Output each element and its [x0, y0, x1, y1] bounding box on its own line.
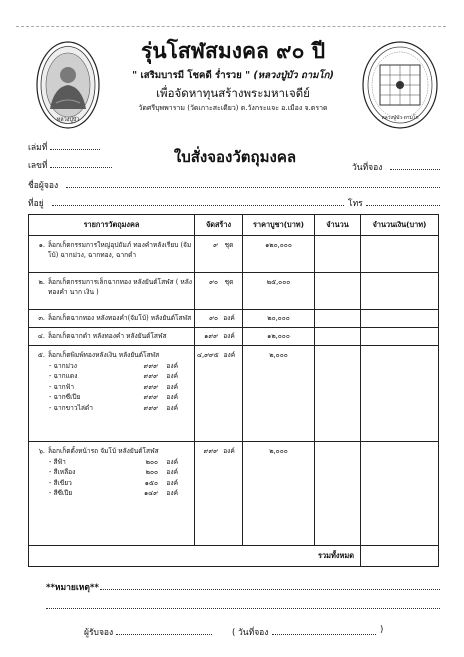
sub-item-name: - สีเขียว — [49, 478, 72, 487]
temple-address: วัดศรีบุพพาราม (วัดเกาะสะเดียว) ต.วังกระแจะ อ.เมือง จ.ตราด — [138, 104, 328, 112]
header-item: รายการวัตถุมงคล — [29, 215, 195, 236]
sub-item — [49, 478, 192, 488]
item-unit: องค์ — [223, 447, 235, 455]
table-row — [29, 236, 439, 273]
sub-item — [49, 403, 192, 413]
price-cell — [243, 310, 315, 328]
seal-right-text: หลวงปู่บัว ถามโก — [381, 115, 419, 121]
item-no: ๒. — [38, 278, 45, 286]
item-desc: ล็อกเก็ตตั้งหน้ารถ จัมโบ้ หลังยันต์โสฬส — [48, 447, 159, 455]
item-desc: ล็อกเก็ตกรรมการเล็กฉากทอง หลังยันต์โสฬส ( หลังทองคำ นาก เงิน ) — [48, 278, 193, 296]
table-row — [29, 328, 439, 346]
subtitle — [110, 68, 356, 83]
made-cell — [195, 442, 243, 546]
item-no: ๖. — [38, 447, 45, 455]
sub-item — [49, 457, 192, 467]
table-header-row — [29, 215, 439, 236]
made-cell — [195, 310, 243, 328]
sub-item — [49, 361, 192, 371]
item-no: ๑. — [38, 241, 45, 249]
item-cell — [29, 328, 195, 346]
sub-item — [49, 371, 192, 381]
address-field[interactable] — [52, 205, 344, 206]
subtitle-slogan: " เสริมบารมี โชคดี ร่ำรวย " — [132, 70, 251, 81]
name-label: ชื่อผู้จอง — [28, 181, 59, 191]
header-total: จำนวนเงิน(บาท) — [361, 215, 439, 236]
item-qty: ๙ — [213, 241, 218, 249]
page-title: รุ่นโสฬสมงคล ๙๐ ปี — [140, 39, 326, 63]
name-field[interactable] — [66, 187, 440, 188]
item-no: ๔. — [37, 332, 45, 340]
item-unit: องค์ — [223, 332, 235, 340]
header-price: ราคาบูชา(บาท) — [243, 215, 315, 236]
made-cell — [195, 236, 243, 273]
item-cell — [29, 273, 195, 310]
date-field[interactable] — [390, 169, 440, 170]
purpose-text: เพื่อจัดหาทุนสร้างพระมหาเจดีย์ — [156, 86, 310, 100]
no-label: เลขที่ — [28, 161, 48, 171]
total-cell[interactable] — [361, 328, 439, 346]
yantra-seal-image — [362, 41, 438, 129]
amount-cell[interactable] — [315, 442, 361, 546]
sub-item-qty: ๙๙๙ — [143, 372, 158, 381]
sub-item-qty: ๑๔๙ — [143, 489, 158, 498]
amount-cell[interactable] — [315, 346, 361, 442]
monk-medallion-image — [36, 41, 100, 129]
item-cell — [29, 310, 195, 328]
subtitle-monk: (หลวงปู่บัว ถามโก) — [253, 70, 334, 81]
item-qty: ๙๐ — [209, 314, 218, 322]
note-field-line-2[interactable] — [46, 608, 440, 609]
made-cell — [195, 273, 243, 310]
total-label: รวมทั้งหมด — [29, 546, 361, 567]
sub-item-list — [31, 361, 192, 413]
price-cell — [243, 328, 315, 346]
item-price: ๑๒๐,๐๐๐ — [265, 241, 292, 249]
sub-item-unit: องค์ — [166, 403, 178, 412]
item-no: ๕. — [37, 351, 45, 359]
sub-item-unit: องค์ — [166, 372, 178, 381]
sub-item-unit: องค์ — [166, 468, 178, 477]
item-desc: ล็อกเก็ตฉากดำ หลังทองคำ หลังยันต์โสฬส — [48, 332, 167, 340]
close-paren: ) — [380, 625, 384, 635]
sub-item-name: - ฉากฟ้า — [49, 382, 75, 391]
item-price: ๒๐,๐๐๐ — [267, 314, 290, 322]
item-desc: ล็อกเก็ตพิมพ์ทองหลังเงิน หลังยันต์โสฬส — [48, 351, 160, 359]
item-unit: ชุด — [224, 241, 234, 249]
sub-item — [49, 488, 192, 498]
phone-field[interactable] — [366, 205, 440, 206]
table-row — [29, 273, 439, 310]
item-price: ๒,๐๐๐ — [269, 351, 288, 359]
book-no-field[interactable] — [50, 149, 100, 150]
item-price: ๒๕,๐๐๐ — [266, 278, 291, 286]
sub-item-unit: องค์ — [166, 382, 178, 391]
sub-item-qty: ๙๙๙ — [143, 393, 158, 402]
grand-total-cell[interactable] — [361, 546, 439, 567]
note-field-line-1[interactable] — [100, 589, 440, 590]
item-qty: ๔,๙๙๕ — [197, 351, 219, 359]
seal-left-text: หลวงปู่บัว — [56, 117, 80, 123]
sub-item-name: - ฉากซีเปีย — [49, 393, 81, 402]
sub-item-qty: ๑๕๐ — [144, 478, 158, 487]
table-row — [29, 442, 439, 546]
sub-item-name: - ฉากขาวไล่ดำ — [49, 403, 93, 412]
sub-item-unit: องค์ — [166, 362, 178, 370]
table-row — [29, 310, 439, 328]
item-no: ๓. — [38, 314, 45, 322]
sub-item-name: - ฉากแดง — [49, 372, 78, 381]
total-row — [29, 546, 439, 567]
sub-item-name: - สีฟ้า — [49, 458, 66, 466]
total-cell[interactable] — [361, 442, 439, 546]
price-cell — [243, 273, 315, 310]
total-cell[interactable] — [361, 273, 439, 310]
total-cell[interactable] — [361, 310, 439, 328]
item-cell — [29, 346, 195, 442]
sub-item-qty: ๙๙๙ — [143, 362, 158, 370]
price-cell — [243, 442, 315, 546]
amount-cell[interactable] — [315, 273, 361, 310]
sub-item — [49, 392, 192, 402]
item-qty: ๙๐ — [209, 278, 218, 286]
sub-item-qty: ๒๐๐ — [145, 468, 158, 477]
made-cell — [195, 328, 243, 346]
item-unit: องค์ — [223, 351, 236, 359]
sub-item-unit: องค์ — [166, 489, 178, 498]
sub-item-qty: ๒๐๐ — [145, 458, 158, 466]
item-qty: ๑๙๙ — [204, 332, 218, 340]
item-cell — [29, 442, 195, 546]
sub-item-qty: ๙๙๙ — [143, 403, 158, 412]
item-qty: ๙๙๙ — [203, 447, 218, 455]
item-unit: ชุด — [224, 278, 234, 286]
items-table — [28, 214, 439, 567]
book-no-label: เล่มที่ — [28, 143, 48, 153]
receiver-field[interactable] — [116, 634, 212, 635]
phone-label: โทร — [348, 199, 363, 209]
item-desc: ล็อกเก็ตฉากทอง หลังทองคำ(จัมโบ้) หลังยันต์โสฬส — [48, 314, 192, 322]
form-title: ใบสั่งจองวัตถุมงคล — [173, 148, 297, 166]
receiver-label: ผู้รับจอง — [84, 628, 114, 638]
sub-item — [49, 467, 192, 477]
total-cell[interactable] — [361, 236, 439, 273]
no-field[interactable] — [50, 167, 112, 168]
amount-cell[interactable] — [315, 310, 361, 328]
item-price: ๒,๐๐๐ — [269, 447, 288, 455]
sub-item-name: - สีเหลือง — [49, 468, 76, 477]
sub-item-name: - สีซีเปีย — [49, 489, 73, 498]
item-desc: ล็อกเก็ตกรรมการใหญ่อุปถัมภ์ ทองคำหลังเรียบ (จัมโบ้) ฉากม่วง, ฉากทอง, ฉากดำ — [48, 241, 192, 259]
header-made: จัดสร้าง — [195, 215, 243, 236]
amount-cell[interactable] — [315, 328, 361, 346]
amount-cell[interactable] — [315, 236, 361, 273]
sub-item-unit: องค์ — [166, 393, 178, 402]
note-label: **หมายเหตุ** — [46, 583, 99, 593]
sub-item-unit: องค์ — [166, 458, 178, 466]
receive-date-label: ( วันที่จอง — [232, 628, 269, 638]
receive-date-field[interactable] — [272, 634, 376, 635]
made-cell — [195, 346, 243, 442]
sub-item-qty: ๙๙๙ — [143, 382, 158, 391]
table-row — [29, 346, 439, 442]
price-cell — [243, 346, 315, 442]
price-cell — [243, 236, 315, 273]
cut-line — [16, 26, 446, 27]
address-label: ที่อยู่ — [28, 199, 44, 209]
sub-item-unit: องค์ — [166, 478, 178, 487]
header-amount: จำนวน — [315, 215, 361, 236]
sub-item-name: - ฉากม่วง — [49, 362, 77, 370]
sub-item-list — [31, 457, 192, 499]
item-cell — [29, 236, 195, 273]
item-unit: องค์ — [223, 314, 235, 322]
sub-item — [49, 382, 192, 392]
item-price: ๑๒,๐๐๐ — [267, 332, 290, 340]
total-cell[interactable] — [361, 346, 439, 442]
date-label: วันที่จอง — [352, 163, 383, 173]
